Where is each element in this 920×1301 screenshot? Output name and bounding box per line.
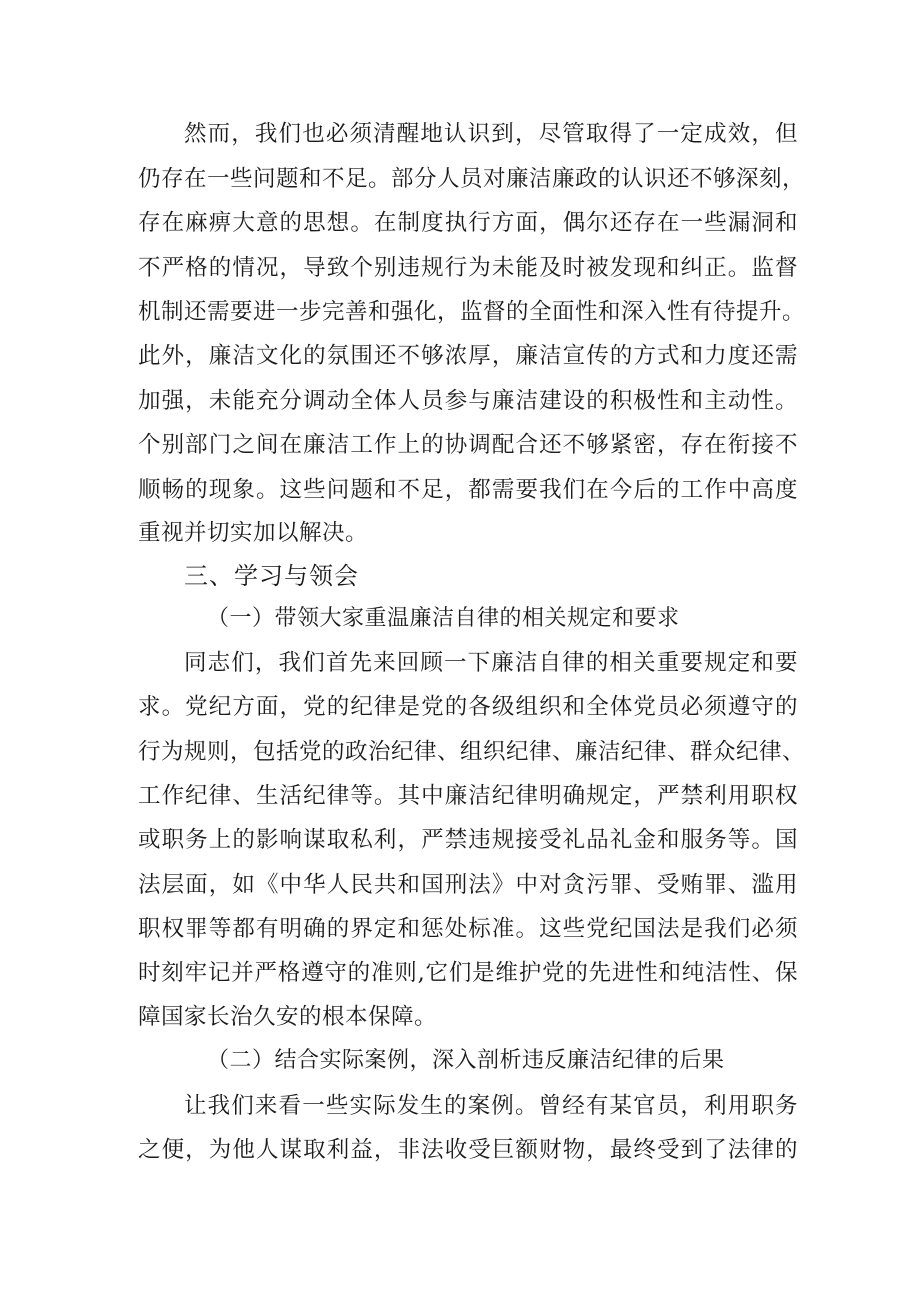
paragraph-line: 重视并切实加以解决。	[138, 520, 369, 546]
paragraph-line: 仍存在一些问题和不足。部分人员对廉洁廉政的认识还不够深刻，	[138, 166, 806, 192]
paragraph-line: 障国家长治久安的根本保障。	[138, 1004, 438, 1030]
paragraph-line: 然而，我们也必须清醒地认识到，尽管取得了一定成效，但	[184, 121, 798, 147]
paragraph-line: 存在麻痹大意的思想。在制度执行方面，偶尔还存在一些漏洞和	[138, 210, 798, 236]
paragraph-line: 法层面，如《中华人民共和国刑法》中对贪污罪、受贿罪、滥用	[138, 872, 798, 898]
paragraph-line: 之便，为他人谋取利益，非法收受巨额财物，最终受到了法律的	[138, 1137, 798, 1163]
subsection-heading: （一）带领大家重温廉洁自律的相关规定和要求	[207, 606, 680, 631]
paragraph-line: 工作纪律、生活纪律等。其中廉洁纪律明确规定，严禁利用职权	[138, 783, 798, 809]
paragraph-line: 让我们来看一些实际发生的案例。曾经有某官员，利用职务	[184, 1093, 798, 1119]
paragraph-line: 个别部门之间在廉洁工作上的协调配合还不够紧密，存在衔接不	[138, 432, 798, 458]
paragraph-line: 顺畅的现象。这些问题和不足，都需要我们在今后的工作中高度	[138, 477, 798, 503]
paragraph-line: 求。党纪方面，党的纪律是党的各级组织和全体党员必须遵守的	[138, 694, 798, 720]
paragraph-line: 此外，廉洁文化的氛围还不够浓厚，廉洁宣传的方式和力度还需	[138, 343, 798, 369]
section-heading: 三、学习与领会	[184, 562, 359, 590]
paragraph-line: 行为规则，包括党的政治纪律、组织纪律、廉洁纪律、群众纪律、	[138, 739, 806, 765]
paragraph-line: 时刻牢记并严格遵守的准则,它们是维护党的先进性和纯洁性、保	[138, 960, 798, 986]
subsection-heading: （二）结合实际案例，深入剖析违反廉洁纪律的后果	[207, 1048, 725, 1073]
paragraph-line: 或职务上的影响谋取私利，严禁违规接受礼品礼金和服务等。国	[138, 827, 798, 853]
paragraph-line: 机制还需要进一步完善和强化，监督的全面性和深入性有待提升。	[138, 299, 806, 325]
paragraph-line: 同志们，我们首先来回顾一下廉洁自律的相关重要规定和要	[184, 650, 798, 676]
paragraph-line: 不严格的情况，导致个别违规行为未能及时被发现和纠正。监督	[138, 255, 798, 281]
paragraph-line: 职权罪等都有明确的界定和惩处标准。这些党纪国法是我们必须	[138, 916, 798, 942]
paragraph-line: 加强，未能充分调动全体人员参与廉洁建设的积极性和主动性。	[138, 388, 798, 414]
